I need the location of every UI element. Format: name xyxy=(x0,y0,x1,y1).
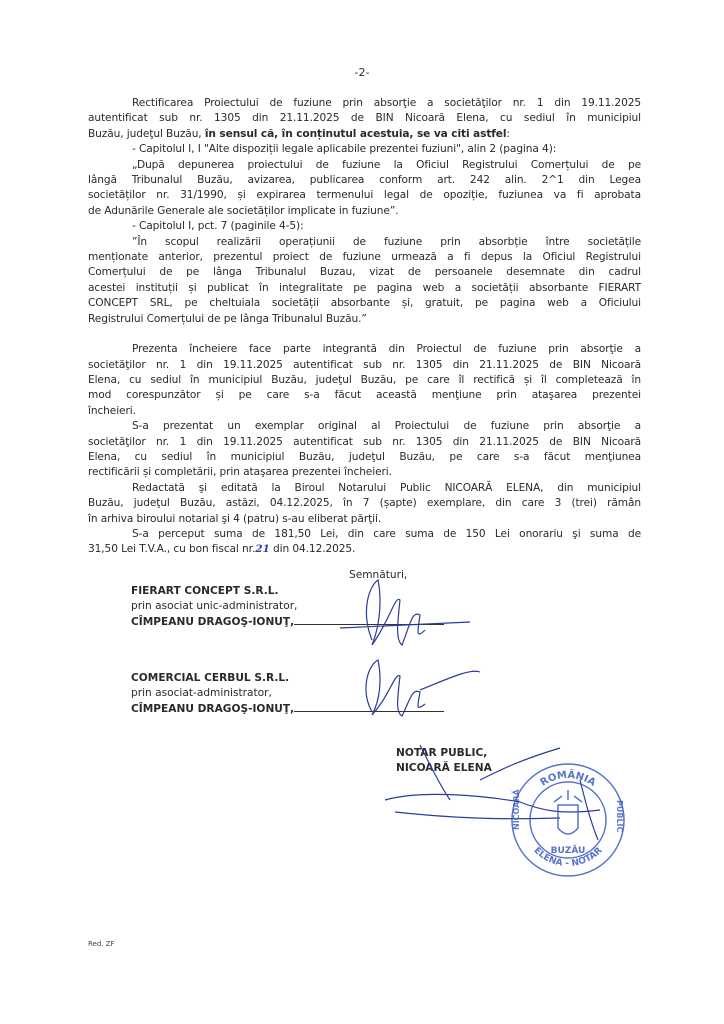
page-number: -2- xyxy=(354,66,370,79)
text-line: Elena, cu sediul în municipiul Buzău, judeţul Buzău, pe care s-a făcut menţiunea xyxy=(88,450,641,463)
text-line: rectificării și completării, prin ataşarea prezentei încheieri. xyxy=(88,466,392,479)
stamp-bottom-text: ELENA - NOTAR xyxy=(531,845,605,870)
text-line: Registrului Comerțului de pe lânga Tribunalul Buzău.” xyxy=(88,312,367,325)
text-line: ”În scopul realizării operațiunii de fuziune prin absorbție între societățile xyxy=(132,235,641,248)
signature-1 xyxy=(340,580,470,645)
text-line: încheieri. xyxy=(88,404,136,417)
text-line: autentificat sub nr. 1305 din 21.11.2025 de BIN Nicoară Elena, cu sediul în municipiul xyxy=(88,112,641,125)
text-line: societăţilor nr. 1 din 19.11.2025 autentificat sub nr. 1305 din 21.11.2025 de BIN Nicoară xyxy=(88,435,641,448)
text-line: Prezenta încheiere face parte integrantă din Proiectul de fuziune prin absorţie a xyxy=(132,343,641,356)
text-line: Rectificarea Proiectului de fuziune prin absorţie a societăţilor nr. 1 din 19.11.2025 xyxy=(132,97,641,109)
text-line: Elena, cu sediul în municipiul Buzău, judeţul Buzău, pe care îl rectifică și îl completează în xyxy=(88,373,641,386)
notary-stamp xyxy=(508,760,628,880)
notary-title: NOTAR PUBLIC, xyxy=(396,747,488,759)
text-line: mod corespunzător și pe care s-a făcut această menţiune prin ataşarea prezentei xyxy=(88,389,641,402)
text-line: Buzău, judeţul Buzău, astăzi, 04.12.2025, în 7 (șapte) exemplare, din care 3 (trei) rămân xyxy=(88,497,641,510)
svg-text:ROMÂNIA xyxy=(539,768,598,789)
stamp-top-text: ROMÂNIA xyxy=(538,769,598,789)
text-segment: Buzău, judeţul Buzău, xyxy=(88,127,205,140)
text-line: Comerțului de pe lânga Tribunalul Buzau, vizat de persoanele desemnate din cadrul xyxy=(88,266,641,279)
text-segment: 31,50 Lei T.V.A., cu bon fiscal nr. xyxy=(88,543,256,556)
text-line: societăților nr. 31/1990, și expirarea termenului legal de opoziție, fuziunea va fi aprobata xyxy=(88,189,641,202)
text-line: menționate anterior, prezentul proiect de fuziune urmează a fi depus la Oficiul Registrului xyxy=(88,251,641,264)
text-line: S-a prezentat un exemplar original al Proiectului de fuziune prin absorţie a xyxy=(132,420,641,433)
text-line: lângă Tribunalul Buzău, avizarea, publicarea conform art. 242 alin. 2^1 din Legea xyxy=(88,174,641,187)
text-segment: din 04.12.2025. xyxy=(269,543,356,556)
text-line: societăţilor nr. 1 din 19.11.2025 autentificat sub nr. 1305 din 21.11.2025 de BIN Nicoară xyxy=(88,358,641,371)
text-line: „După depunerea proiectului de fuziune la Oficiul Registrului Comerțului de pe xyxy=(132,158,641,171)
stamp-right-text: PUBLIC xyxy=(615,800,624,833)
notary-name: NICOARĂ ELENA xyxy=(396,762,492,774)
bold-text: în sensul că, în conținutul acestuia, se va citi astfel xyxy=(204,127,507,140)
stamp-city: BUZĂU xyxy=(550,846,586,856)
chapter-reference: - Capitolul I, I "Alte dispoziții legale aplicabile prezentei fuziuni", alin 2 (pagina 4): xyxy=(132,143,557,156)
signatures-heading: Semnături, xyxy=(349,569,408,581)
footer-note: Red. ZF xyxy=(88,940,115,948)
signature-2 xyxy=(366,660,480,716)
text-line: în arhiva biroului notarial şi 4 (patru) s-au eliberat părţii. xyxy=(88,512,382,525)
text-line: Redactată şi editată la Biroul Notarului Public NICOARĂ ELENA, din municipiul xyxy=(132,481,641,494)
signatory-role: prin asociat unic-administrator, xyxy=(131,600,298,612)
text-segment: : xyxy=(506,127,510,140)
signatory-name: CÎMPEANU DRAGOŞ-IONUŢ, xyxy=(131,616,295,628)
handwritten-receipt-number: 21 xyxy=(255,543,270,556)
text-line: CONCEPT SRL, pe cheltuiala societății absorbante și, gratuit, pe pagina web a Oficiului xyxy=(88,297,641,310)
company-name: COMERCIAL CERBUL S.R.L. xyxy=(131,672,290,684)
signatory-role: prin asociat-administrator, xyxy=(131,687,272,699)
signatory-name: CÎMPEANU DRAGOŞ-IONUŢ, xyxy=(131,703,295,715)
coat-of-arms-icon xyxy=(554,790,582,834)
text-line: acestei instituții și publicat în integralitate pe pagina web a societății absorbante FIERART xyxy=(88,281,641,294)
company-name: FIERART CONCEPT S.R.L. xyxy=(131,585,279,597)
chapter-reference: - Capitolul I, pct. 7 (paginile 4-5): xyxy=(132,220,304,233)
stamp-left-text: NICOARĂ xyxy=(512,789,521,830)
text-line: de Adunările Generale ale societăților implicate in fuziune”. xyxy=(88,204,399,217)
text-line: S-a perceput suma de 181,50 Lei, din care suma de 150 Lei onorariu şi suma de xyxy=(132,527,641,540)
